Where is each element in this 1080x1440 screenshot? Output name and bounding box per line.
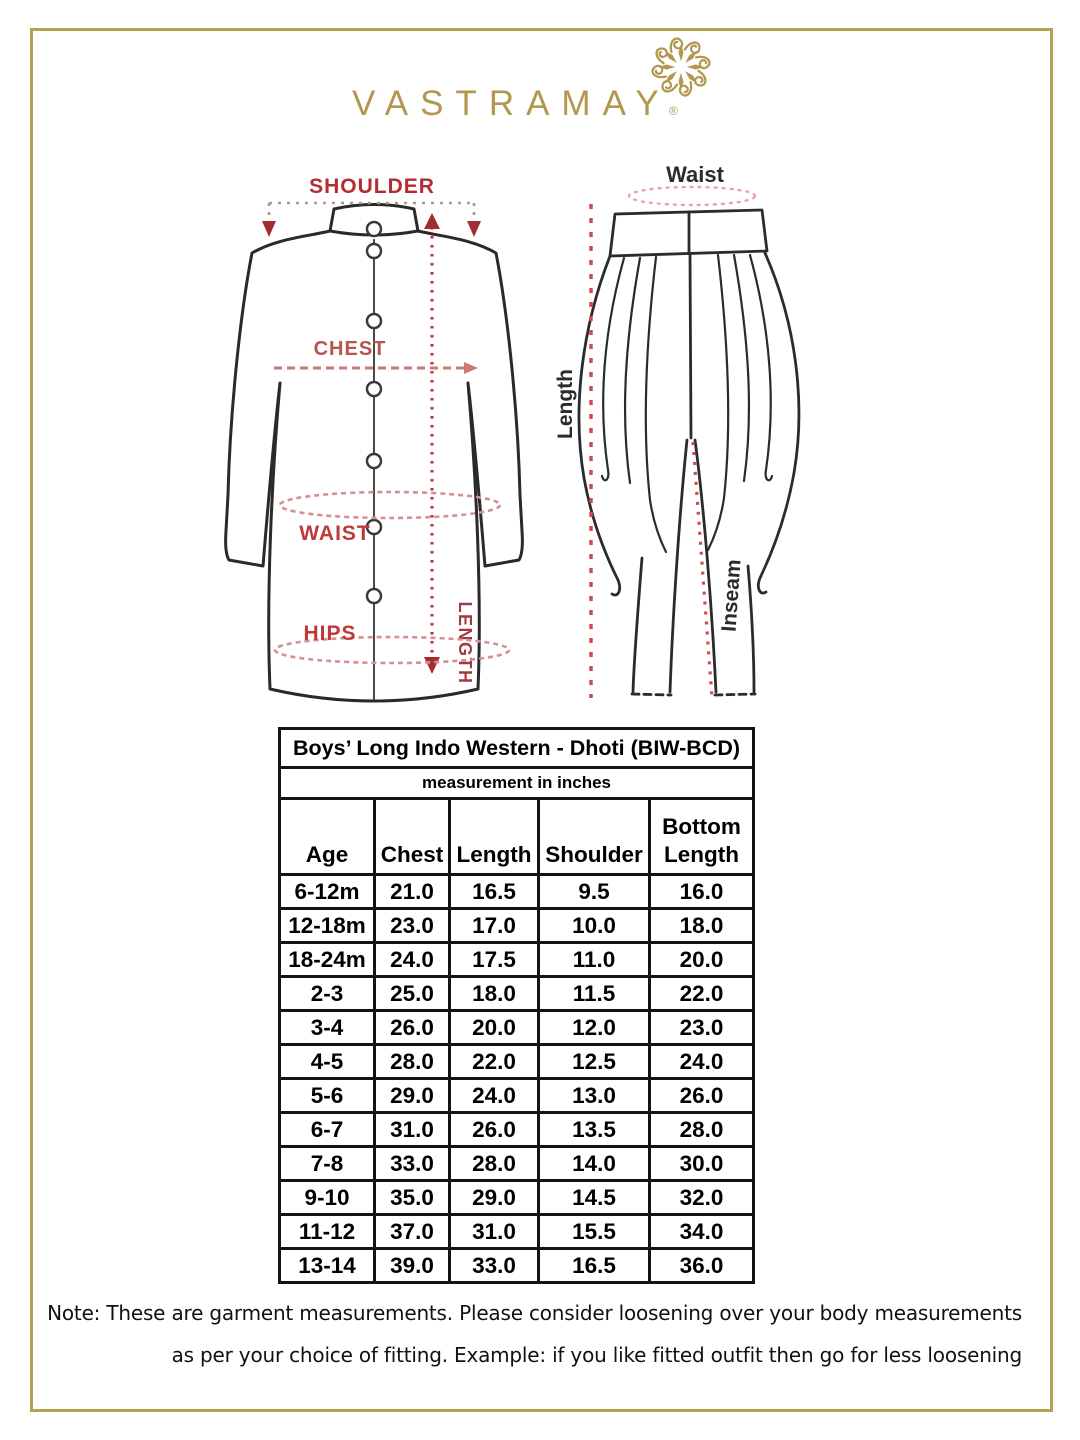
- size-value-cell: 10.0: [539, 909, 650, 943]
- size-value-cell: 30.0: [650, 1147, 754, 1181]
- size-age-cell: 12-18m: [280, 909, 375, 943]
- registered-trademark: ®: [669, 104, 678, 118]
- size-age-cell: 5-6: [280, 1079, 375, 1113]
- kurta-diagram: [222, 163, 557, 713]
- size-value-cell: 33.0: [450, 1249, 539, 1283]
- note-line-1: Note: These are garment measurements. Please consider loosening over your body measurements: [47, 1301, 1022, 1325]
- size-value-cell: 14.0: [539, 1147, 650, 1181]
- size-value-cell: 24.0: [450, 1079, 539, 1113]
- size-value-cell: 26.0: [450, 1113, 539, 1147]
- size-value-cell: 32.0: [650, 1181, 754, 1215]
- size-value-cell: 23.0: [650, 1011, 754, 1045]
- size-value-cell: 13.5: [539, 1113, 650, 1147]
- table-row: [280, 1113, 754, 1147]
- table-row: [280, 1181, 754, 1215]
- table-subtitle-row: [280, 768, 754, 799]
- size-value-cell: 14.5: [539, 1181, 650, 1215]
- size-value-cell: 31.0: [375, 1113, 450, 1147]
- dhoti-inseam-label: Inseam: [717, 558, 746, 633]
- kurta-chest-label: CHEST: [313, 338, 387, 360]
- size-value-cell: 11.5: [539, 977, 650, 1011]
- size-value-cell: 20.0: [650, 943, 754, 977]
- size-age-cell: 6-7: [280, 1113, 375, 1147]
- size-value-cell: 18.0: [650, 909, 754, 943]
- column-header-shoulder: Shoulder: [539, 799, 650, 875]
- size-value-cell: 12.0: [539, 1011, 650, 1045]
- table-row: [280, 1045, 754, 1079]
- note-line-2: as per your choice of fitting. Example: if you like fitted outfit then go for less loosening: [171, 1343, 1022, 1367]
- size-value-cell: 34.0: [650, 1215, 754, 1249]
- kurta-length-label: LENGTH: [455, 601, 475, 685]
- size-value-cell: 29.0: [375, 1079, 450, 1113]
- kurta-shoulder-label: SHOULDER: [309, 175, 435, 198]
- size-value-cell: 24.0: [650, 1045, 754, 1079]
- size-table-body: [280, 875, 754, 1283]
- size-chart-table: [278, 727, 755, 1284]
- column-header-age: Age: [280, 799, 375, 875]
- table-row: [280, 943, 754, 977]
- size-value-cell: 28.0: [450, 1147, 539, 1181]
- size-value-cell: 13.0: [539, 1079, 650, 1113]
- table-title: Boys’ Long Indo Western - Dhoti (BIW-BCD): [280, 729, 754, 768]
- size-value-cell: 11.0: [539, 943, 650, 977]
- table-subtitle: measurement in inches: [280, 768, 754, 799]
- size-age-cell: 18-24m: [280, 943, 375, 977]
- size-value-cell: 25.0: [375, 977, 450, 1011]
- dhoti-waist-label: Waist: [666, 162, 724, 187]
- size-value-cell: 26.0: [375, 1011, 450, 1045]
- size-value-cell: 17.5: [450, 943, 539, 977]
- column-header-chest: Chest: [375, 799, 450, 875]
- size-value-cell: 16.5: [539, 1249, 650, 1283]
- size-age-cell: 6-12m: [280, 875, 375, 909]
- size-value-cell: 16.0: [650, 875, 754, 909]
- size-age-cell: 3-4: [280, 1011, 375, 1045]
- size-value-cell: 35.0: [375, 1181, 450, 1215]
- size-value-cell: 36.0: [650, 1249, 754, 1283]
- dhoti-length-label: Length: [554, 369, 577, 439]
- size-age-cell: 13-14: [280, 1249, 375, 1283]
- table-row: [280, 1079, 754, 1113]
- size-value-cell: 16.5: [450, 875, 539, 909]
- table-row: [280, 1011, 754, 1045]
- size-value-cell: 28.0: [650, 1113, 754, 1147]
- size-value-cell: 29.0: [450, 1181, 539, 1215]
- table-row: [280, 875, 754, 909]
- size-value-cell: 12.5: [539, 1045, 650, 1079]
- size-value-cell: 31.0: [450, 1215, 539, 1249]
- size-value-cell: 28.0: [375, 1045, 450, 1079]
- column-header-length: Length: [450, 799, 539, 875]
- size-value-cell: 23.0: [375, 909, 450, 943]
- brand-logo: VASTRAMAY: [352, 84, 671, 123]
- table-row: [280, 977, 754, 1011]
- size-value-cell: 18.0: [450, 977, 539, 1011]
- measurement-note: [30, 1292, 1022, 1376]
- size-age-cell: 11-12: [280, 1215, 375, 1249]
- size-age-cell: 7-8: [280, 1147, 375, 1181]
- table-row: [280, 1215, 754, 1249]
- dhoti-diagram: [552, 158, 824, 716]
- table-header-row: [280, 799, 754, 875]
- size-value-cell: 22.0: [450, 1045, 539, 1079]
- size-value-cell: 33.0: [375, 1147, 450, 1181]
- table-row: [280, 1147, 754, 1181]
- size-age-cell: 9-10: [280, 1181, 375, 1215]
- size-age-cell: 2-3: [280, 977, 375, 1011]
- column-header-bottom-length: Bottom Length: [650, 799, 754, 875]
- size-value-cell: 9.5: [539, 875, 650, 909]
- table-row: [280, 909, 754, 943]
- size-value-cell: 22.0: [650, 977, 754, 1011]
- kurta-waist-label: WAIST: [299, 522, 371, 545]
- size-value-cell: 15.5: [539, 1215, 650, 1249]
- size-value-cell: 39.0: [375, 1249, 450, 1283]
- size-value-cell: 17.0: [450, 909, 539, 943]
- size-value-cell: 26.0: [650, 1079, 754, 1113]
- size-value-cell: 21.0: [375, 875, 450, 909]
- kurta-hips-label: HIPS: [303, 622, 357, 645]
- table-row: [280, 1249, 754, 1283]
- brand-ornament-icon: [650, 34, 712, 100]
- size-value-cell: 20.0: [450, 1011, 539, 1045]
- size-age-cell: 4-5: [280, 1045, 375, 1079]
- size-value-cell: 24.0: [375, 943, 450, 977]
- table-title-row: [280, 729, 754, 768]
- size-value-cell: 37.0: [375, 1215, 450, 1249]
